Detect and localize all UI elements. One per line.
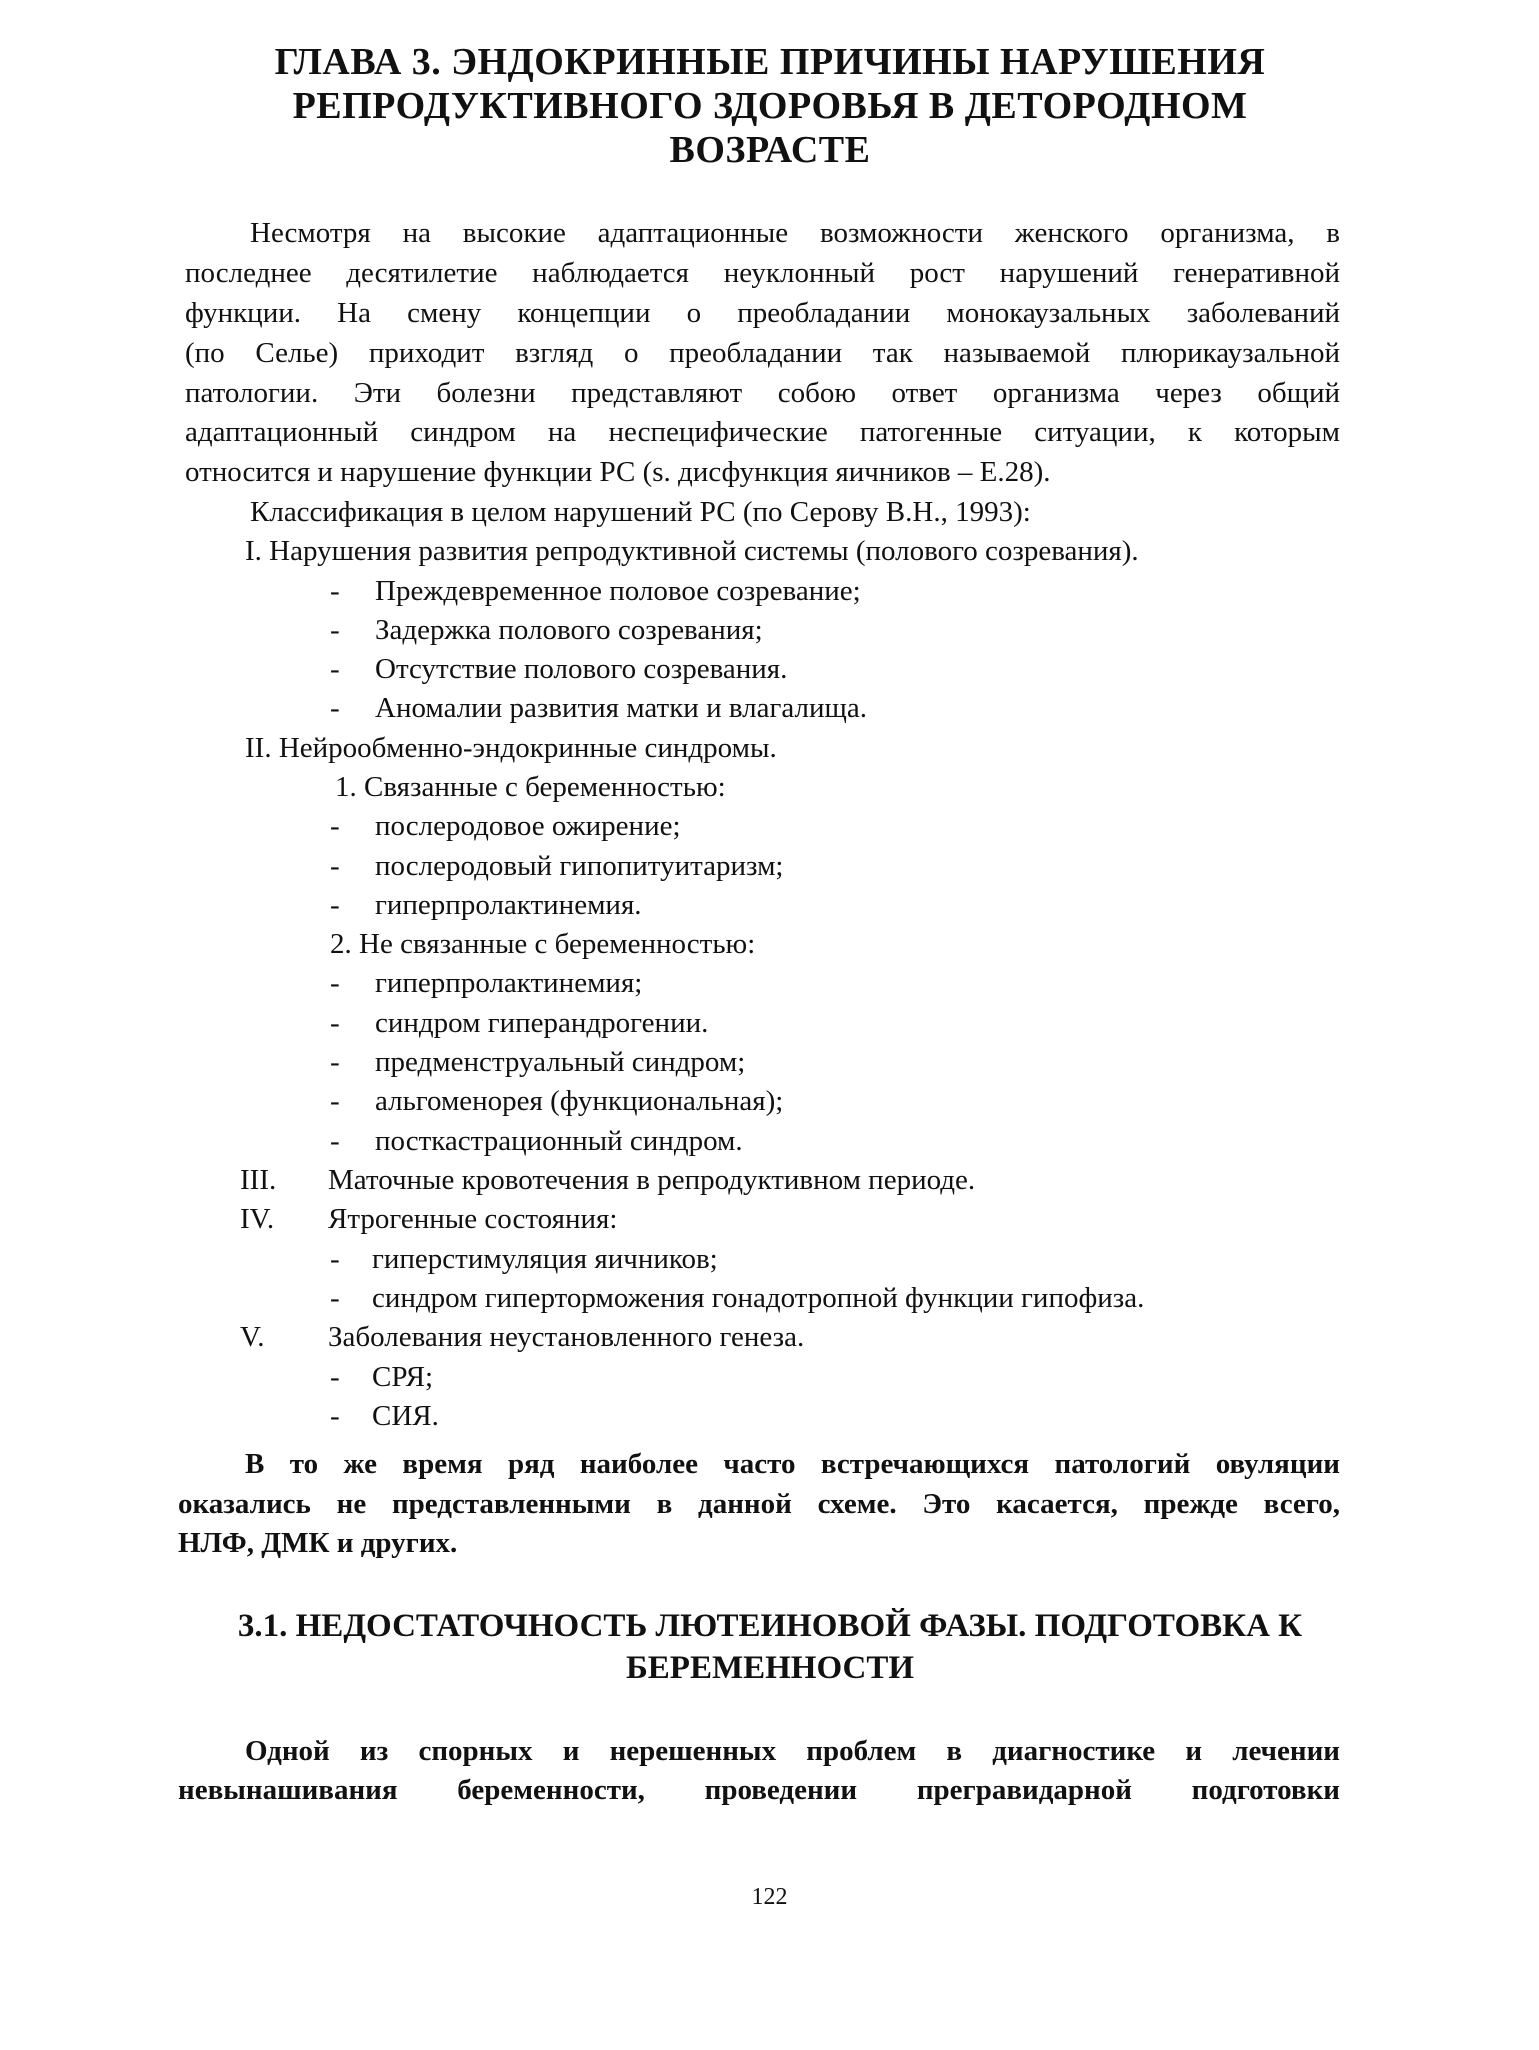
chapter-title-line-1: ГЛАВА 3. ЭНДОКРИННЫЕ ПРИЧИНЫ НАРУШЕНИЯ bbox=[274, 41, 1266, 83]
list-item: синдром гиперандрогении. bbox=[375, 1007, 709, 1039]
list-item-dash: - bbox=[330, 1243, 340, 1275]
list-item: послеродовое ожирение; bbox=[375, 810, 681, 842]
page-number: 122 bbox=[751, 1884, 788, 1910]
intro-paragraph-line-6: адаптационный синдром на неспецифические патогенные ситуации, к которым bbox=[185, 416, 1340, 448]
list-item-dash: - bbox=[330, 692, 340, 724]
section-title-line-2: БЕРЕМЕННОСТИ bbox=[625, 1650, 915, 1686]
list-item-dash: - bbox=[330, 1125, 340, 1157]
closing-paragraph-line-2: оказались не представленными в данной схеме. Это касается, прежде всего, bbox=[178, 1488, 1340, 1520]
closing-paragraph-line-3: НЛФ, ДМК и других. bbox=[178, 1527, 458, 1559]
intro-paragraph-line-4: (по Селье) приходит взгляд о преобладании так называемой плюрикаузальной bbox=[185, 337, 1340, 369]
section-title bbox=[180, 1605, 1360, 1689]
list-item: Отсутствие полового созревания. bbox=[375, 653, 788, 685]
list-item: СРЯ; bbox=[372, 1361, 434, 1393]
list-item-dash: - bbox=[330, 1361, 340, 1393]
list-item: гиперпролактинемия; bbox=[375, 967, 643, 999]
chapter-title bbox=[220, 40, 1320, 172]
intro-paragraph-line-2: последнее десятилетие наблюдается неуклонный рост нарушений генеративной bbox=[185, 257, 1340, 289]
group-3-label: Маточные кровотечения в репродуктивном периоде. bbox=[328, 1164, 976, 1196]
list-item: альгоменорея (функциональная); bbox=[375, 1085, 784, 1117]
list-item-dash: - bbox=[330, 1085, 340, 1117]
chapter-title-line-3: ВОЗРАСТЕ bbox=[669, 129, 871, 171]
group-2-label: II. Нейрообменно-эндокринные синдромы. bbox=[245, 732, 777, 764]
list-item-dash: - bbox=[330, 1046, 340, 1078]
chapter-title-line-2: РЕПРОДУКТИВНОГО ЗДОРОВЬЯ В ДЕТОРОДНОМ bbox=[292, 85, 1248, 127]
list-item: предменструальный синдром; bbox=[375, 1046, 746, 1078]
classification-heading: Классификация в целом нарушений РС (по Серову В.Н., 1993): bbox=[250, 496, 1031, 528]
closing-paragraph-line-1: В то же время ряд наиболее часто встречающихся патологий овуляции bbox=[245, 1448, 1340, 1480]
group-5-numeral: V. bbox=[240, 1321, 265, 1353]
list-item-dash: - bbox=[330, 967, 340, 999]
list-item-dash: - bbox=[330, 1007, 340, 1039]
subgroup-1-label: 1. Связанные с беременностью: bbox=[335, 771, 726, 803]
list-item-dash: - bbox=[330, 889, 340, 921]
list-item-dash: - bbox=[330, 810, 340, 842]
section-paragraph-line-2: невынашивания беременности, проведении прегравидарной подготовки bbox=[178, 1774, 1340, 1806]
group-1-label: I. Нарушения развития репродуктивной системы (полового созревания). bbox=[245, 535, 1139, 567]
list-item: послеродовый гипопитуитаризм; bbox=[375, 850, 784, 882]
list-item: посткастрационный синдром. bbox=[375, 1125, 743, 1157]
section-title-line-1: 3.1. НЕДОСТАТОЧНОСТЬ ЛЮТЕИНОВОЙ ФАЗЫ. ПОДГОТОВКА К bbox=[237, 1608, 1303, 1644]
list-item-dash: - bbox=[330, 614, 340, 646]
intro-paragraph-line-3: функции. На смену концепции о преобладании монокаузальных заболеваний bbox=[185, 297, 1340, 329]
section-paragraph-line-1: Одной из спорных и нерешенных проблем в диагностике и лечении bbox=[245, 1735, 1340, 1767]
list-item-dash: - bbox=[330, 1282, 340, 1314]
list-item-dash: - bbox=[330, 575, 340, 607]
intro-paragraph-line-5: патологии. Эти болезни представляют собою ответ организма через общий bbox=[185, 377, 1340, 409]
group-5-label: Заболевания неустановленного генеза. bbox=[328, 1321, 805, 1353]
list-item: Задержка полового созревания; bbox=[375, 614, 763, 646]
list-item: Преждевременное половое созревание; bbox=[375, 575, 861, 607]
intro-paragraph-line-1: Несмотря на высокие адаптационные возможности женского организма, в bbox=[250, 217, 1340, 249]
list-item: Аномалии развития матки и влагалища. bbox=[375, 692, 867, 724]
list-item: синдром гиперторможения гонадотропной функции гипофиза. bbox=[372, 1282, 1145, 1314]
list-item: СИЯ. bbox=[372, 1400, 439, 1432]
list-item: гиперпролактинемия. bbox=[375, 889, 642, 921]
group-4-label: Ятрогенные состояния: bbox=[328, 1203, 618, 1235]
list-item: гиперстимуляция яичников; bbox=[372, 1243, 718, 1275]
list-item-dash: - bbox=[330, 653, 340, 685]
list-item-dash: - bbox=[330, 850, 340, 882]
group-4-numeral: IV. bbox=[240, 1203, 275, 1235]
group-3-numeral: III. bbox=[240, 1164, 277, 1196]
intro-paragraph-line-7: относится и нарушение функции РС (s. дисфункция яичников – E.28). bbox=[185, 456, 1051, 488]
subgroup-2-label: 2. Не связанные с беременностью: bbox=[330, 928, 756, 960]
list-item-dash: - bbox=[330, 1400, 340, 1432]
